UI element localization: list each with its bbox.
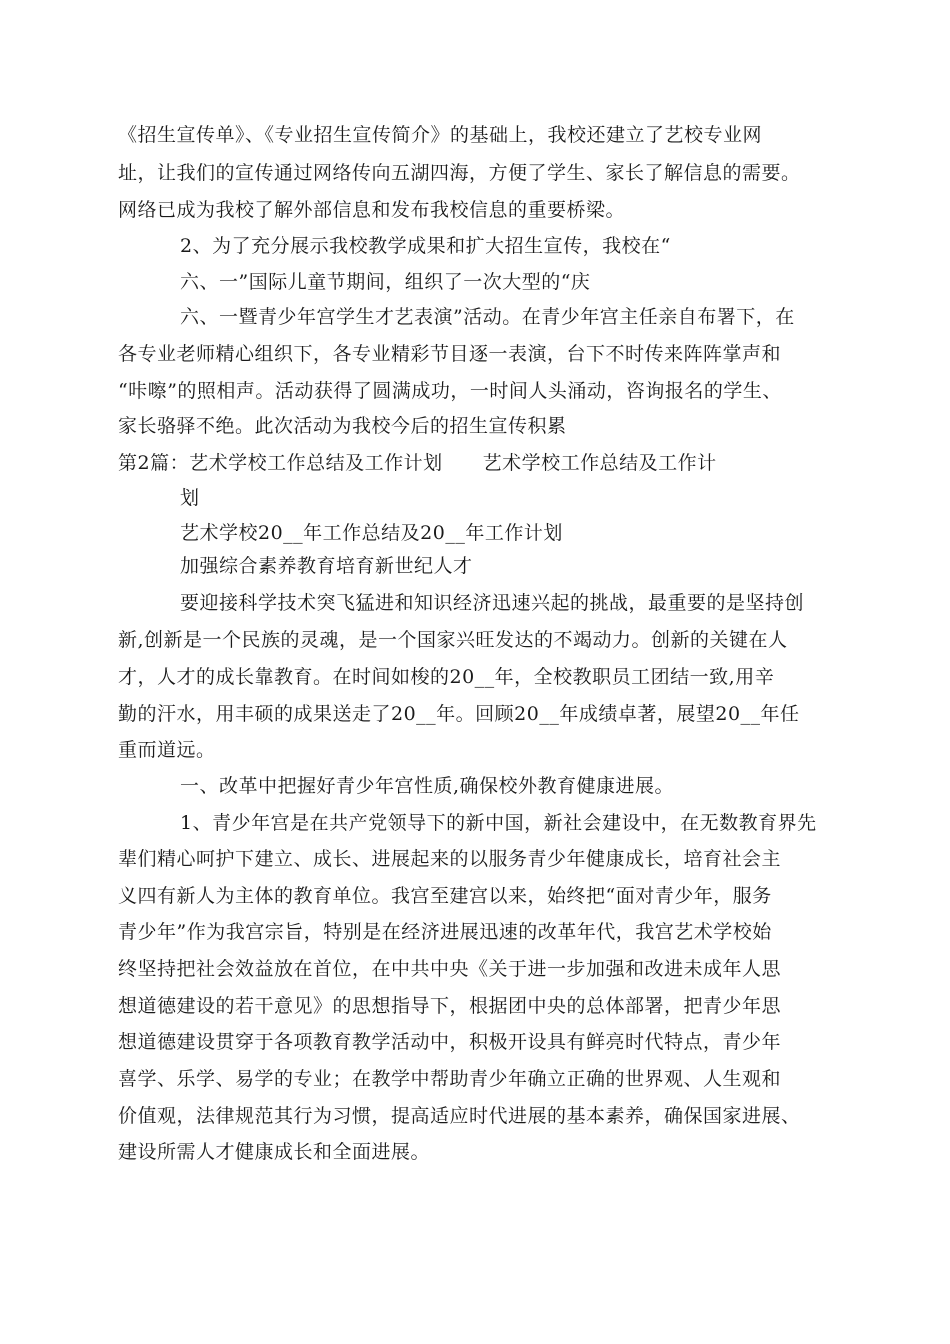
text-line-25: 想道德建设的若干意见》的思想指导下，根据团中央的总体部署，把青少年思 [118,995,782,1017]
text-line-18: 重而道远。 [118,739,216,761]
text-line-28: 价值观，法律规范其行为习惯，提高适应时代进展的基本素养，确保国家进展、 [118,1105,801,1127]
section-heading [118,451,717,475]
text-line-19: 一、改革中把握好青少年宫性质,确保校外教育健康进展。 [180,775,675,797]
text-line-17: 勤的汗水，用丰硕的成果送走了20__年。回顾20__年成绩卓著，展望20__年任 [118,703,800,725]
text-line-20: 1、青少年宫是在共产党领导下的新中国，新社会建设中，在无数教育界先 [180,812,817,834]
text-line-16: 才，人才的成长靠教育。在时间如梭的20__年，全校教职员工团结一致,用辛 [118,666,775,688]
text-line-14: 要迎接科学技术突飞猛进和知识经济迅速兴起的挑战，最重要的是坚持创 [180,592,805,614]
text-line-29: 建设所需人才健康成长和全面进展。 [118,1141,431,1163]
text-line-1: 《招生宣传单》、《专业招生宣传简介》的基础上，我校还建立了艺校专业网 [118,124,763,146]
text-line-21: 辈们精心呵护下建立、成长、进展起来的以服务青少年健康成长，培育社会主 [118,848,782,870]
text-line-27: 喜学、乐学、易学的专业；在教学中帮助青少年确立正确的世界观、人生观和 [118,1068,782,1090]
text-line-3: 网络已成为我校了解外部信息和发布我校信息的重要桥梁。 [118,199,626,221]
text-line-11: 划 [180,487,200,509]
text-line-24: 终坚持把社会效益放在首位，在中共中央《关于进一步加强和改进未成年人思 [118,958,782,980]
theme-line: 加强综合素养教育培育新世纪人才 [180,555,473,577]
text-line-8: “咔嚓”的照相声。活动获得了圆满成功，一时间人头涌动，咨询报名的学生、 [118,380,782,402]
text-line-4: 2、为了充分展示我校教学成果和扩大招生宣传，我校在“ [180,235,671,257]
text-line-7: 各专业老师精心组织下，各专业精彩节目逐一表演，台下不时传来阵阵掌声和 [118,343,782,365]
text-line-6: 六、一暨青少年宫学生才艺表演”活动。在青少年宫主任亲自布署下，在 [180,306,795,328]
text-line-22: 义四有新人为主体的教育单位。我宫至建宫以来，始终把“面对青少年，服务 [118,885,772,907]
text-line-23: 青少年”作为我宫宗旨，特别是在经济进展迅速的改革年代，我宫艺术学校始 [118,921,772,943]
section-title-repeat: 艺术学校工作总结及工作计 [482,452,717,474]
text-line-5: 六、一”国际儿童节期间，组织了一次大型的“庆 [180,271,591,293]
text-line-15: 新,创新是一个民族的灵魂，是一个国家兴旺发达的不竭动力。创新的关键在人 [118,629,788,651]
text-line-2: 址，让我们的宣传通过网络传向五湖四海，方便了学生、家长了解信息的需要。 [118,162,801,184]
text-line-26: 想道德建设贯穿于各项教育教学活动中，积极开设具有鲜亮时代特点，青少年 [118,1031,782,1053]
subtitle-line: 艺术学校20__年工作总结及20__年工作计划 [180,522,563,544]
section-title: 第2篇：艺术学校工作总结及工作计划 [118,452,443,474]
text-line-9: 家长骆驿不绝。此次活动为我校今后的招生宣传积累 [118,415,567,437]
